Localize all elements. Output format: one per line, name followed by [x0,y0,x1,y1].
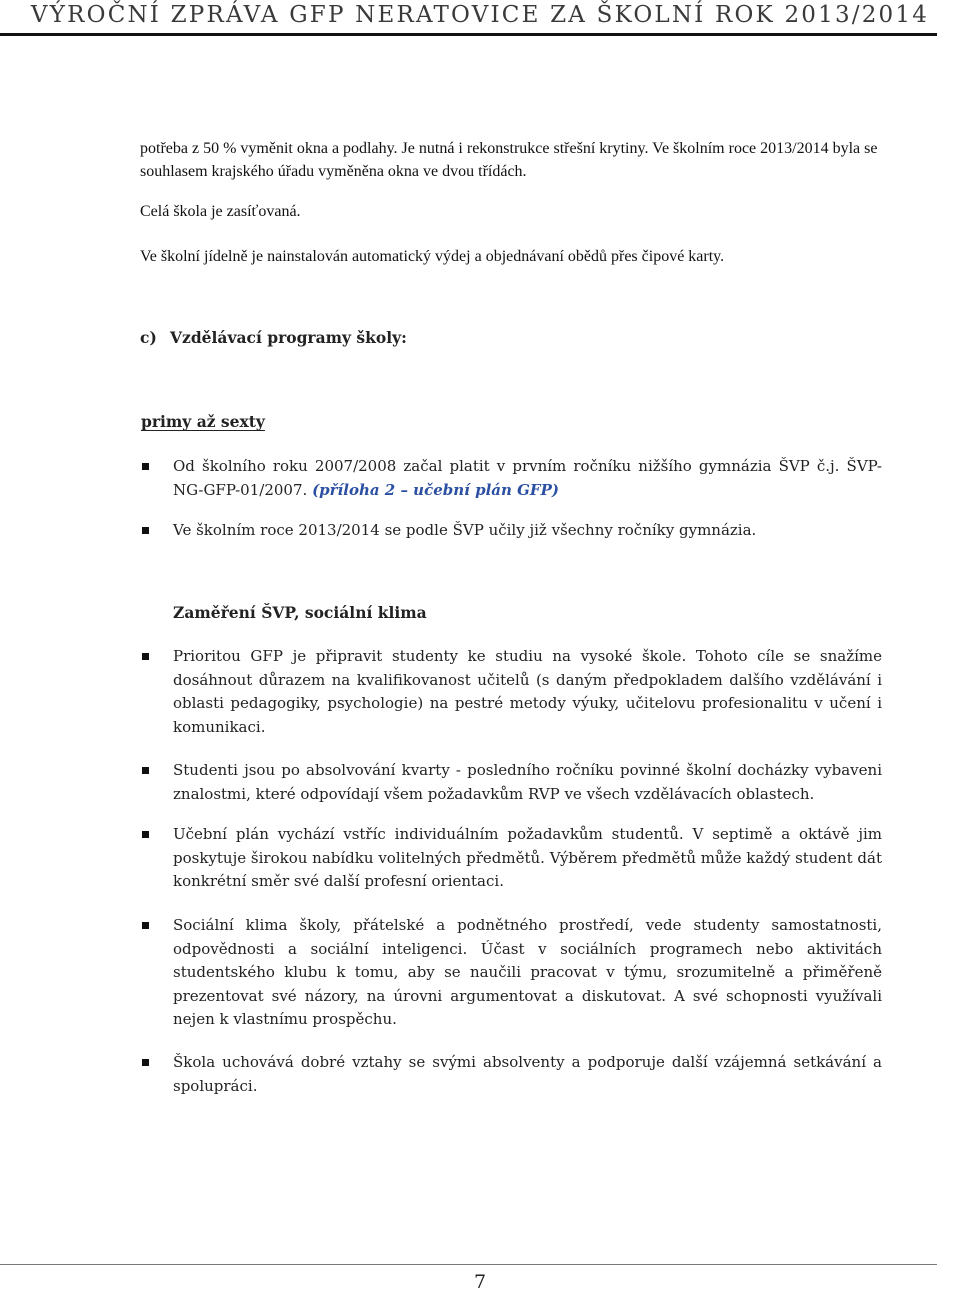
list-item [173,455,882,502]
bullet-square-icon [142,527,149,534]
intro-paragraph-2: Celá škola je zasíťovaná. [140,203,301,220]
list-item [173,759,882,806]
bullet-text: Sociální klima školy, přátelské a podnětného prostředí, vede studenty samostatnosti, odpovědnosti a sociální inteligenci. Účast v sociálních programech nebo aktivitách studentského klubu k tomu, aby se naučili pracovat v týmu, srozumitelně a přiměřeně prezentovat své názory, na úrovni argumentovat a diskutovat. A své schopnosti využívali nejen k vlastnímu prospěchu. [173,916,882,1028]
section-c-letter: c) [140,328,157,347]
list-item [173,823,882,894]
bullet-square-icon [142,1059,149,1066]
intro-paragraph-1: potřeba z 50 % vyměnit okna a podlahy. Je nutná i rekonstrukce střešní krytiny. Ve školním roce 2013/2014 byla se souhlasem krajského úřadu vyměněna okna ve dvou třídách. [140,140,878,180]
list-item [173,519,882,543]
primy-heading: primy až sexty [141,412,265,431]
bullet-square-icon [142,767,149,774]
header-divider [0,33,937,36]
bullet-square-icon [142,653,149,660]
page-number: 7 [473,1271,487,1293]
list-item [173,645,882,739]
list-item [173,914,882,1032]
attachment-reference: (příloha 2 – učební plán GFP) [312,480,559,499]
bullet-text: Studenti jsou po absolvování kvarty - posledního ročníku povinné školní docházky vybaveni znalostmi, které odpovídají všem požadavkům RVP ve všech vzdělávacích oblastech. [173,761,882,803]
bullet-square-icon [142,831,149,838]
bullet-text: Učební plán vychází vstříc individuálním požadavkům studentů. V septimě a oktávě jim poskytuje širokou nabídku volitelných předmětů. Výběrem předmětů může každý student dát konkrétní směr své další profesní orientaci. [173,825,882,890]
footer-divider [0,1264,937,1265]
bullet-text: Škola uchovává dobré vztahy se svými absolventy a podporuje další vzájemná setkávání a spolupráci. [173,1053,882,1095]
section-c-heading [140,328,407,347]
bullet-square-icon [142,922,149,929]
bullet-square-icon [142,463,149,470]
header-title: VÝROČNÍ ZPRÁVA GFP NERATOVICE ZA ŠKOLNÍ ROK 2013/2014 [30,2,930,28]
focus-heading: Zaměření ŠVP, sociální klima [173,603,427,622]
list-item [173,1051,882,1098]
bullet-text: Prioritou GFP je připravit studenty ke studiu na vysoké škole. Tohoto cíle se snažíme dosáhnout důrazem na kvalifikovanost učitelů (s daným předpokladem dalšího vzdělávání i oblasti pedagogiky, psychologie) na pestré metody výuky, učitelovu profesionalitu v učení i komunikaci. [173,647,882,736]
section-c-title: Vzdělávací programy školy: [170,328,407,347]
bullet-text: Od školního roku 2007/2008 začal platit v prvním ročníku nižšího gymnázia ŠVP č.j. ŠVP-NG-GFP-01/2007. [173,457,882,499]
bullet-text: Ve školním roce 2013/2014 se podle ŠVP učily již všechny ročníky gymnázia. [173,521,757,539]
intro-paragraph-3: Ve školní jídelně je nainstalován automatický výdej a objednávaní obědů přes čipové karty. [140,248,725,265]
